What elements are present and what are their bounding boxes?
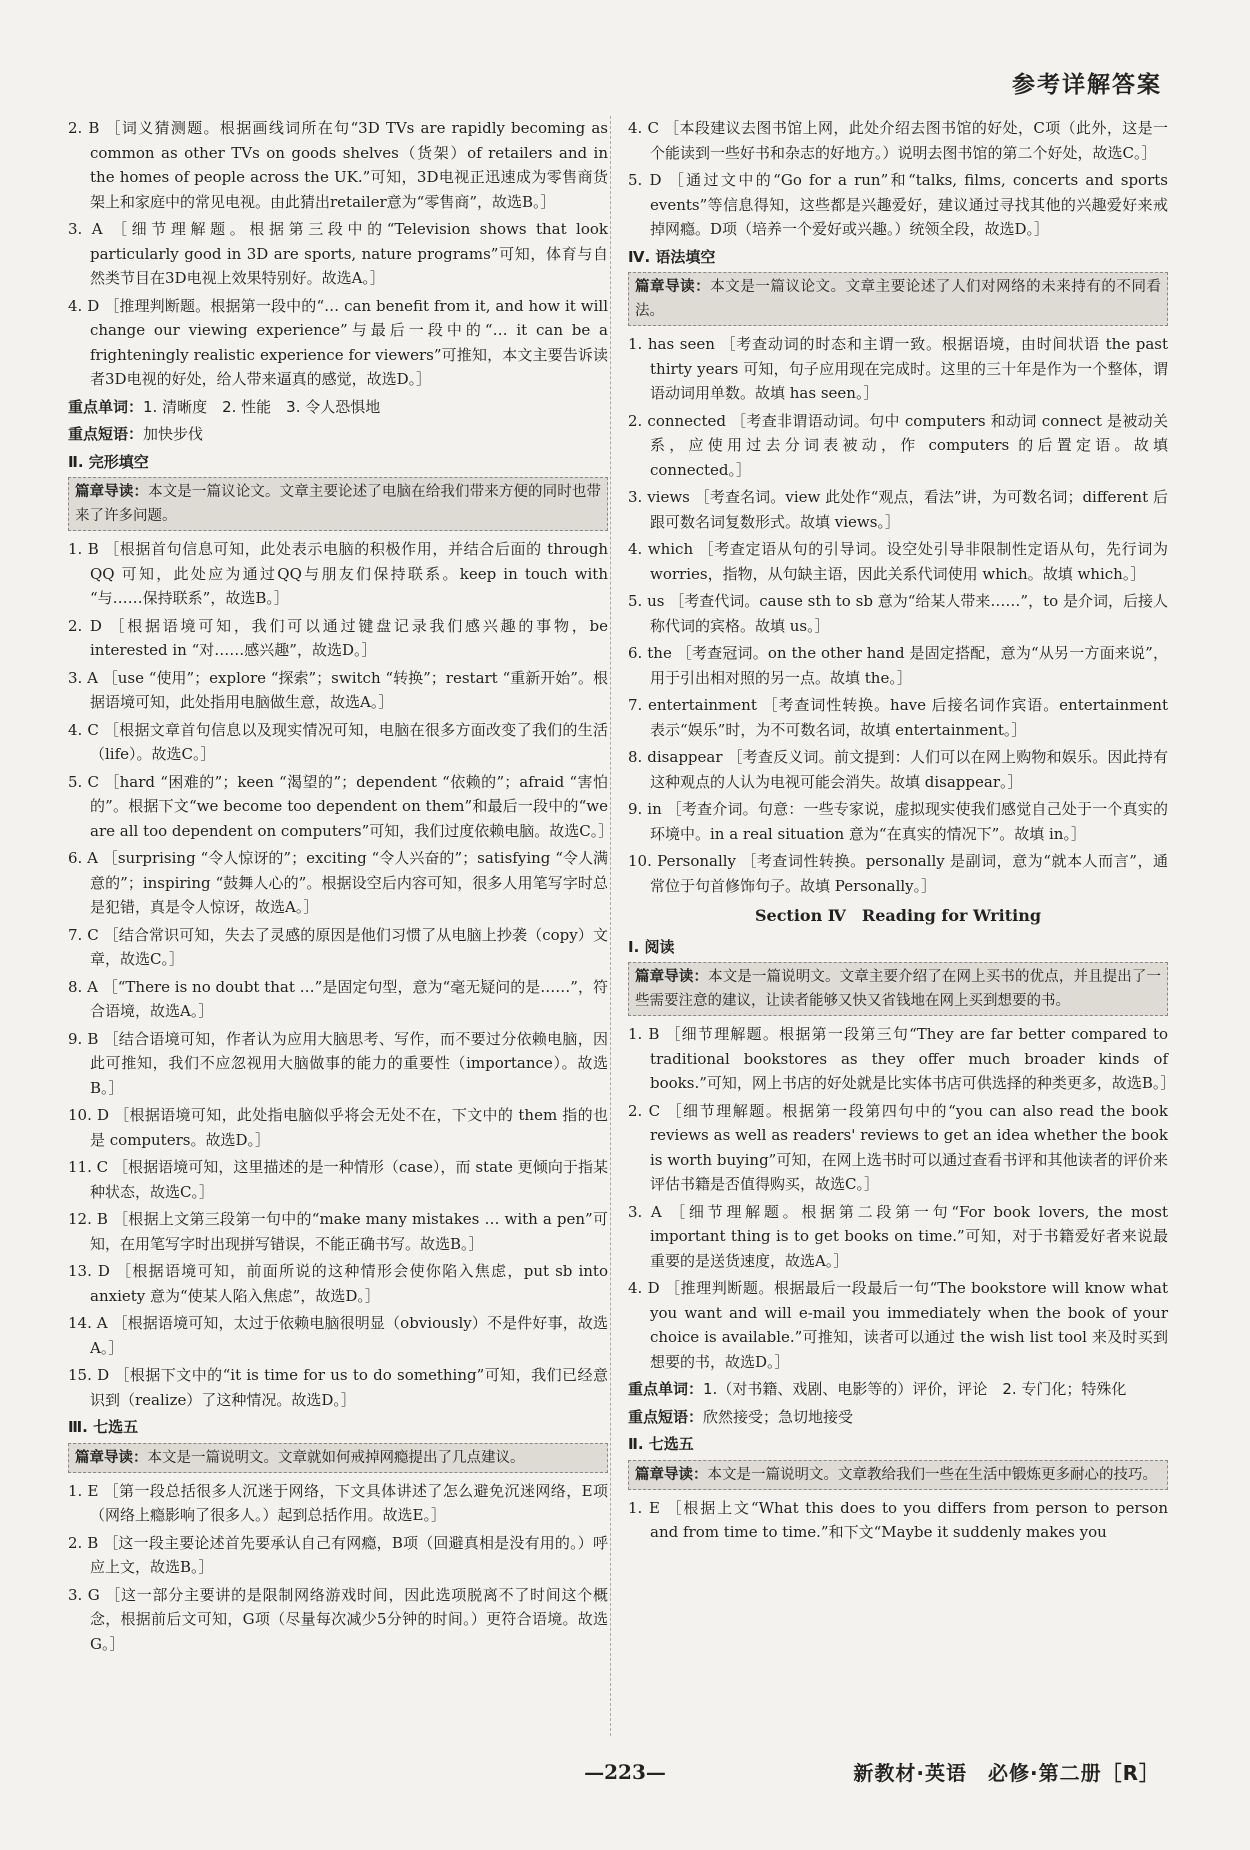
section-title: Ⅱ. 完形填空 [68,452,149,471]
answer-item: 2. B ［这一段主要论述首先要承认自己有网瘾，B项（回避真相是没有用的。）呼应上文，故选B。］ [68,1533,608,1576]
right-items-d [628,1496,1168,1545]
key-vocab [68,395,608,420]
answer-item: 3. G ［这一部分主要讲的是限制网络游戏时间，因此选项脱离不了时间这个概念，根据前后文可知，G项（尽量每次减少5分钟的时间。）更符合语境。故选G。］ [68,1585,608,1653]
right-items-b [628,332,1168,898]
answer-item: 1. E ［根据上文“What this does to you differs from person to person and from time to time.”和下文“Maybe it suddenly makes you [628,1498,1168,1541]
answer-item: 4. C ［本段建议去图书馆上网，此处介绍去图书馆的好处，C项（此外，这是一个能读到一些好书和杂志的好地方。）说明去图书馆的第二个好处，故选C。］ [628,119,1168,162]
key-vocab [628,1377,1168,1402]
passage-guide [628,962,1168,1016]
passage-guide [628,272,1168,326]
answer-item: 12. B ［根据上文第三段第一句中的“make many mistakes … with a pen”可知，在用笔写字时出现拼写错误，不能正确书写。故选B。］ [68,1210,608,1253]
book-title: 新教材·英语 必修·第二册［R］ [853,1761,1160,1785]
guide-text: 本文是一篇议论文。文章主要论述了人们对网络的未来持有的不同看法。 [635,279,1162,319]
right-items-a [628,116,1168,242]
answer-item: 2. C ［细节理解题。根据第一段第四句中的“you can also read the book reviews as well as readers' reviews to get an idea whether the book is worth buying”可知，在网上选书时可以通过查看书评和其他读者的评价来评估书籍是否值得购买，故选C。］ [628,1101,1168,1193]
guide-text: 本文是一篇说明文。文章主要介绍了在网上买书的优点，并且提出了一些需要注意的建议，让读者能够又快又省钱地在网上买到想要的书。 [635,969,1162,1009]
section-title: Ⅲ. 七选五 [68,1418,139,1436]
key-phrase-text: 加快步伐 [143,425,204,443]
right-column [628,116,1176,1548]
answer-item: 13. D ［根据语境可知，前面所说的这种情形会使你陷入焦虑，put sb into anxiety 意为“使某人陷入焦虑”，故选D。］ [68,1262,608,1305]
column-divider [610,116,611,1736]
section-heading: Section Ⅳ Reading for Writing [754,906,1042,925]
answer-item: 7. C ［结合常识可知，失去了灵感的原因是他们习惯了从电脑上抄袭（copy）文章，故选C。］ [68,925,608,968]
guide-label: 篇章导读： [635,969,709,985]
key-phrase-label: 重点短语： [628,1407,704,1426]
left-items-c [68,1479,608,1657]
guide-label: 篇章导读： [75,484,149,500]
answer-item: 10. D ［根据语境可知，此处指电脑似乎将会无处不在，下文中的 them 指的也是 computers。故选D。］ [68,1106,608,1149]
left-items-a [68,116,608,392]
passage-guide [68,477,608,531]
answer-item: 7. entertainment ［考查词性转换。have 后接名词作宾语。entertainment 表示“娱乐”时，为不可数名词，故填 entertainment。］ [628,696,1168,739]
answer-item: 9. in ［考查介词。句意：一些专家说，虚拟现实使我们感觉自己处于一个真实的环境中。in a real situation 意为“在真实的情况下”。故填 in。］ [628,800,1168,843]
guide-text: 本文是一篇议论文。文章主要论述了电脑在给我们带来方便的同时也带来了许多问题。 [75,484,602,524]
answer-item: 15. D ［根据下文中的“it is time for us to do something”可知，我们已经意识到（realize）了这种情况。故选D。］ [68,1366,608,1409]
key-phrase-label: 重点短语： [68,425,144,443]
answer-item: 10. Personally ［考查词性转换。personally 是副词，意为“就本人而言”，通常位于句首修饰句子。故填 Personally。］ [628,852,1168,895]
answer-item: 11. C ［根据语境可知，这里描述的是一种情形（case），而 state 更倾向于指某种状态，故选C。］ [68,1158,608,1201]
answer-item: 2. connected ［考查非谓语动词。句中 computers 和动词 connect 是被动关系，应使用过去分词表被动，作 computers 的后置定语。故填 connected。］ [628,411,1168,479]
passage-guide [68,1443,608,1473]
answer-item: 14. A ［根据语境可知，太过于依赖电脑很明显（obviously）不是件好事，故选A。］ [68,1314,608,1357]
guide-label: 篇章导读： [635,279,711,295]
answer-item: 3. A ［细节理解题。根据第二段第一句“For book lovers, the most important thing is to get books on time.”可知，对于书籍爱好者来说最重要的是送货速度，故选A。］ [628,1202,1168,1270]
passage-guide [628,1460,1168,1490]
key-phrase [68,422,608,447]
answer-item: 5. D ［通过文中的“Go for a run”和“talks, films, concerts and sports events”等信息得知，这些都是兴趣爱好，建议通过寻找其他的兴趣爱好来戒掉网瘾。D项（培养一个爱好或兴趣。）统领全段，故选D。］ [628,171,1168,238]
answer-item: 8. A ［“There is no doubt that …”是固定句型，意为“毫无疑问的是……”，符合语境，故选A。］ [68,977,608,1020]
answer-item: 1. has seen ［考查动词的时态和主谓一致。根据语境，由时间状语 the past thirty years 可知，句子应用现在完成时。这里的三十年是作为一个整体，谓语动词用单数。故填 has seen。］ [628,335,1168,402]
right-items-c [628,1022,1176,1374]
guide-text: 本文是一篇说明文。文章就如何戒掉网瘾提出了几点建议。 [147,1449,525,1466]
guide-text: 本文是一篇说明文。文章教给我们一些在生活中锻炼更多耐心的技巧。 [707,1466,1157,1483]
answer-item: 4. D ［推理判断题。根据第一段中的“… can benefit from it, and how it will change our viewing experience”与最后一段中的“… it can be a frighteningly realistic experience for viewers”可推知，本文主要告诉读者3D电视的好处，给人带来逼真的感觉，故选D。］ [68,296,608,388]
answer-item: 1. E ［第一段总括很多人沉迷于网络，下文具体讲述了怎么避免沉迷网络，E项（网络上瘾影响了很多人。）起到总括作用。故选E。］ [68,1481,608,1524]
key-phrase [628,1405,1168,1430]
answer-item: 5. us ［考查代词。cause sth to sb 意为“给某人带来……”，to 是介词，后接人称代词的宾格。故填 us。］ [628,592,1168,635]
answer-item: 6. A ［surprising “令人惊讶的”；exciting “令人兴奋的”；satisfying “令人满意的”；inspiring “鼓舞人心的”。根据设空后内容可知，很多人用笔写字时总是犯错，真是令人惊讶，故选A。］ [68,849,608,916]
answer-item: 1. B ［根据首句信息可知，此处表示电脑的积极作用，并结合后面的 through QQ 可知，此处应为通过QQ与朋友们保持联系。keep in touch with “与……保持联系”，故选B。］ [68,540,608,607]
answer-item: 3. A ［细节理解题。根据第三段中的“Television shows that look particularly good in 3D are sports, nature programs”可知，体育与自然类节目在3D电视上效果特别好。故选A。］ [68,220,608,287]
key-phrase-text: 欣然接受；急切地接受 [703,1407,854,1426]
answer-item: 4. which ［考查定语从句的引导词。设空处引导非限制性定语从句，先行词为 worries，指物，从句缺主语，因此关系代词使用 which。故填 which。］ [628,540,1168,583]
answer-item: 3. A ［use “使用”；explore “探索”；switch “转换”；restart “重新开始”。根据语境可知，此处指用电脑做生意，故选A。］ [68,668,608,711]
answer-item: 2. D ［根据语境可知，我们可以通过键盘记录我们感兴趣的事物，be interested in “对……感兴趣”，故选D。］ [68,616,608,659]
key-vocab-label: 重点单词： [628,1380,704,1398]
guide-label: 篇章导读： [635,1466,708,1483]
key-vocab-label: 重点单词： [68,397,144,416]
answer-item: 5. C ［hard “困难的”；keen “渴望的”；dependent “依赖的”；afraid “害怕的”。根据下文“we become too dependent on them”和最后一段中的“we are all too dependent on computers”可知，我们过度依赖电脑。故选C。］ [68,772,614,840]
answer-item: 9. B ［结合语境可知，作者认为应用大脑思考、写作，而不要过分依赖电脑，因此可推知，我们不应忽视用大脑做事的能力的重要性（importance）。故选B。］ [68,1029,608,1097]
left-column [68,116,614,1659]
guide-label: 篇章导读： [75,1449,148,1466]
answer-item: 2. B ［词义猜测题。根据画线词所在句“3D TVs are rapidly becoming as common as other TVs on goods shelves（货架）of retailers and in the homes of people across the UK.”可知，3D电视正迅速成为零售商货架上和家庭中的常见电视。由此猜出retailer意为“零售商”，故选B。］ [68,119,608,211]
answer-item: 4. D ［推理判断题。根据最后一段最后一句“The bookstore will know what you want and will e-mail you immediately when the book of your choice is available.”可推知，读者可以通过 the wish list tool 来及时买到想要的书，故选D。］ [628,1279,1168,1371]
page-number: —223— [584,1760,666,1784]
section-title: Ⅱ. 七选五 [628,1435,694,1453]
key-vocab-text: 1.（对书籍、戏剧、电影等的）评价，评论 2. 专门化；特殊化 [703,1380,1127,1398]
section-title: Ⅳ. 语法填空 [628,247,716,266]
left-items-b [68,537,614,1412]
answer-item: 1. B ［细节理解题。根据第一段第三句“They are far better compared to traditional bookstores as they offer much broader kinds of books.”可知，网上书店的好处就是比实体书店可供选择的种类更多，故选B。］ [628,1025,1176,1092]
answer-item: 6. the ［考查冠词。on the other hand 是固定搭配，意为“从另一方面来说”，用于引出相对照的另一点。故填 the。］ [628,644,1168,687]
key-vocab-text: 1. 清晰度 2. 性能 3. 令人恐惧地 [143,397,381,416]
section-title: Ⅰ. 阅读 [628,937,675,956]
answer-item: 3. views ［考查名词。view 此处作“观点，看法”讲，为可数名词；different 后跟可数名词复数形式。故填 views。］ [628,488,1168,531]
answer-item: 8. disappear ［考查反义词。前文提到：人们可以在网上购物和娱乐。因此持有这种观点的人认为电视可能会消失。故填 disappear。］ [628,748,1168,791]
header-title: 参考详解答案 [1012,72,1162,98]
answer-item: 4. C ［根据文章首句信息以及现实情况可知，电脑在很多方面改变了我们的生活（life）。故选C。］ [68,720,608,763]
